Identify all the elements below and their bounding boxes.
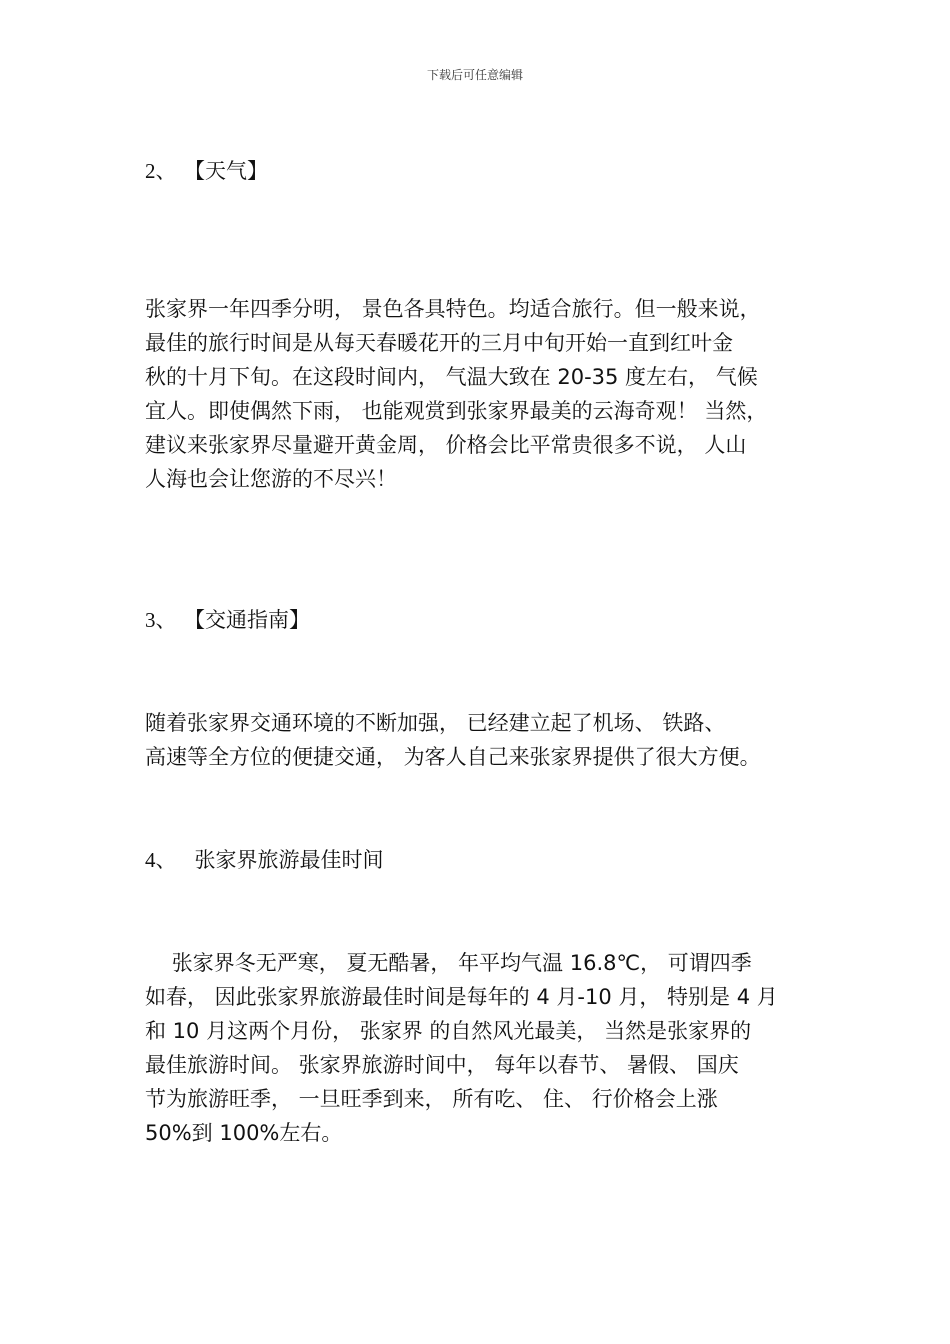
section-number: 3、 <box>145 608 177 632</box>
section-title: 【天气】 <box>194 159 268 183</box>
page-header: 下载后可任意编辑 <box>426 68 523 82</box>
paragraph-line: 最佳的旅行时间是从每天春暖花开的三月中旬开始一直到红叶金 <box>145 331 733 355</box>
paragraph-line: 张家界冬无严寒， 夏无酷暑， 年平均气温 16.8℃， 可谓四季 <box>145 951 752 975</box>
section-heading-weather <box>145 156 268 186</box>
section-heading-best-time <box>145 845 384 875</box>
transport-paragraph <box>145 706 825 774</box>
paragraph-line: 秋的十月下旬。在这段时间内， 气温大致在 20-35 度左右， 气候 <box>145 365 758 389</box>
paragraph-line: 节为旅游旺季， 一旦旺季到来， 所有吃、 住、 行价格会上涨 <box>145 1087 718 1111</box>
paragraph-line: 宜人。即使偶然下雨， 也能观赏到张家界最美的云海奇观！ 当然， <box>145 399 768 423</box>
paragraph-line: 张家界一年四季分明， 景色各具特色。均适合旅行。但一般来说， <box>145 297 761 321</box>
paragraph-line: 建议来张家界尽量避开黄金周， 价格会比平常贵很多不说， 人山 <box>145 433 747 457</box>
section-heading-transport <box>145 605 310 635</box>
section-title: 【交通指南】 <box>194 608 310 632</box>
paragraph-line: 随着张家界交通环境的不断加强， 已经建立起了机场、 铁路、 <box>145 711 726 735</box>
paragraph-line: 50%到 100%左右。 <box>145 1121 343 1145</box>
section-number: 2、 <box>145 159 177 183</box>
weather-paragraph <box>145 292 825 496</box>
paragraph-line: 如春， 因此张家界旅游最佳时间是每年的 4 月-10 月， 特别是 4 月 <box>145 985 778 1009</box>
section-title: 张家界旅游最佳时间 <box>194 848 384 872</box>
paragraph-line: 高速等全方位的便捷交通， 为客人自己来张家界提供了很大方便。 <box>145 745 761 769</box>
paragraph-line: 和 10 月这两个月份， 张家界 的自然风光最美， 当然是张家界的 <box>145 1019 752 1043</box>
paragraph-line: 最佳旅游时间。 张家界旅游时间中， 每年以春节、 暑假、 国庆 <box>145 1053 739 1077</box>
best-time-paragraph <box>145 946 825 1150</box>
paragraph-line: 人海也会让您游的不尽兴！ <box>145 467 397 491</box>
section-number: 4、 <box>145 848 177 872</box>
